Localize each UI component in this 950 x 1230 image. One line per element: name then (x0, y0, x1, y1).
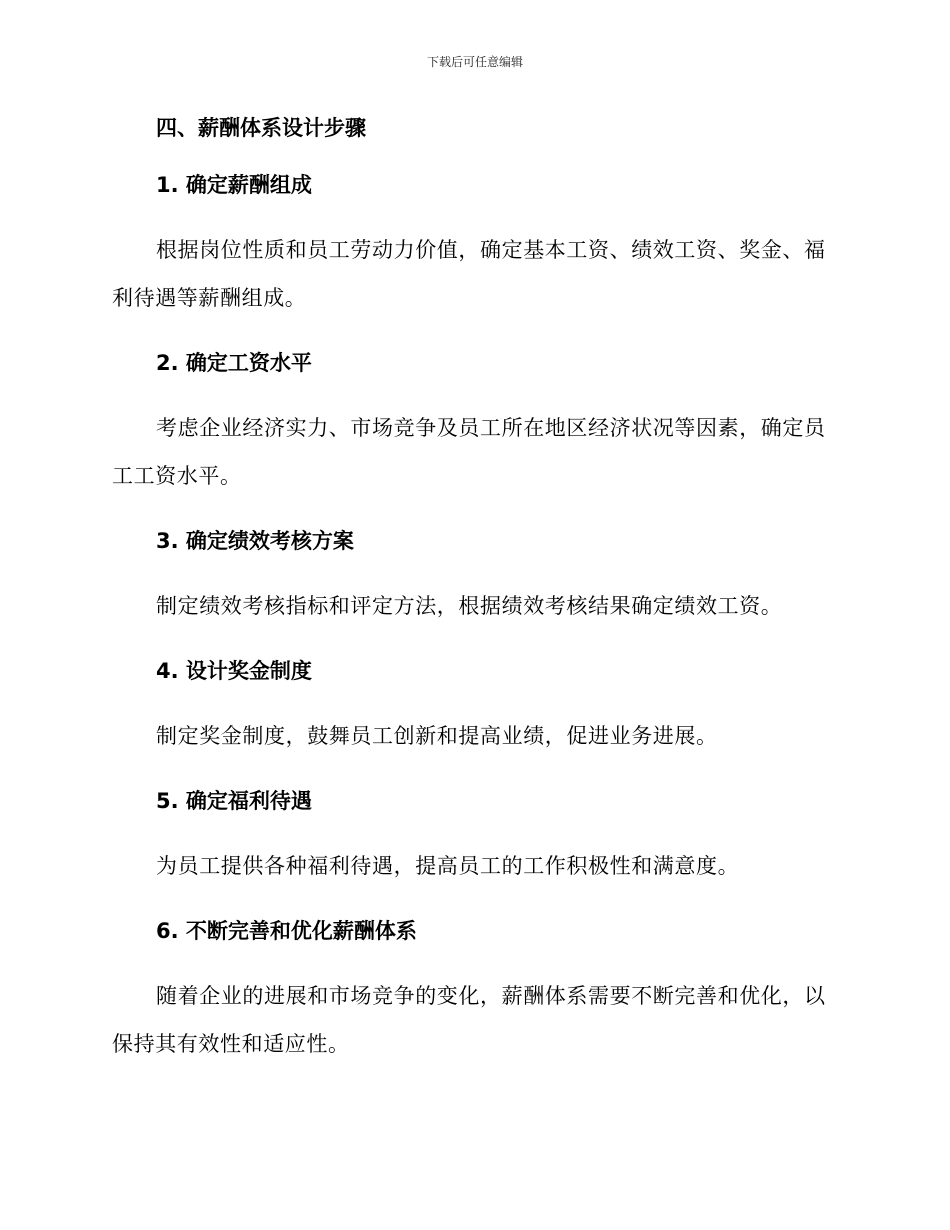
page-header-note: 下载后可任意编辑 (426, 55, 523, 69)
step-heading-4: 4. 设计奖金制度 (156, 659, 312, 683)
step-heading-5: 5. 确定福利待遇 (156, 789, 312, 813)
step-body-2: 考虑企业经济实力、市场竞争及员工所在地区经济状况等因素，确定员工工资水平。 (112, 416, 826, 488)
step-body-3: 制定绩效考核指标和评定方法，根据绩效考核结果确定绩效工资。 (156, 594, 783, 618)
step-body-5: 为员工提供各种福利待遇，提高员工的工作积极性和满意度。 (156, 854, 740, 878)
step-heading-3: 3. 确定绩效考核方案 (156, 529, 354, 553)
document-body (112, 112, 832, 1068)
step-body-1: 根据岗位性质和员工劳动力价值，确定基本工资、绩效工资、奖金、福利待遇等薪酬组成。 (112, 238, 826, 310)
section-title: 四、薪酬体系设计步骤 (156, 116, 366, 140)
step-heading-2: 2. 确定工资水平 (156, 351, 312, 375)
step-heading-6: 6. 不断完善和优化薪酬体系 (156, 919, 417, 943)
step-heading-1: 1. 确定薪酬组成 (156, 173, 312, 197)
step-body-6: 随着企业的进展和市场竞争的变化，薪酬体系需要不断完善和优化，以保持其有效性和适应性。 (112, 984, 826, 1056)
step-body-4: 制定奖金制度，鼓舞员工创新和提高业绩，促进业务进展。 (156, 724, 718, 748)
